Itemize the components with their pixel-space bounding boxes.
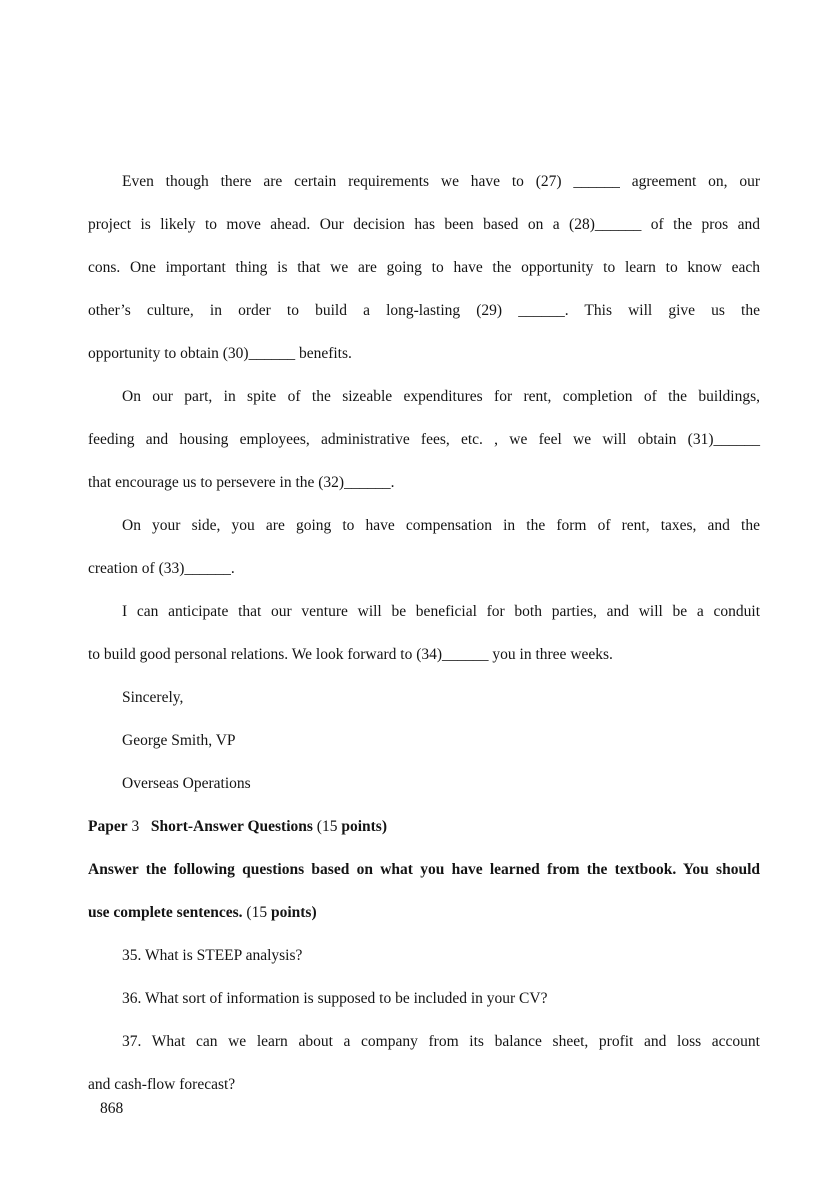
instructions-points-word: points) xyxy=(270,904,317,921)
paper3-instructions-line-2 xyxy=(88,902,317,924)
paper3-label: Paper xyxy=(88,818,128,835)
signature-name: George Smith, VP xyxy=(122,732,236,749)
letter-paragraph-1-line-3: cons. One important thing is that we are going to have the opportunity to learn to know each xyxy=(88,259,760,276)
letter-closing: Sincerely, xyxy=(122,689,184,706)
letter-paragraph-2-line-3: that encourage us to persevere in the (32)______. xyxy=(88,474,395,491)
paper3-points-word: points) xyxy=(341,818,387,835)
question-36: 36. What sort of information is supposed to be included in your CV? xyxy=(122,990,548,1007)
instructions-points-open: (15 xyxy=(246,904,268,921)
page-number: 868 xyxy=(100,1100,124,1117)
paper3-heading xyxy=(88,816,387,838)
paper3-points-open: (15 xyxy=(316,818,338,835)
letter-paragraph-2-line-2: feeding and housing employees, administrative fees, etc. , we feel we will obtain (31)______ xyxy=(88,431,760,448)
letter-paragraph-2-line-1: On our part, in spite of the sizeable expenditures for rent, completion of the buildings, xyxy=(122,388,760,405)
question-35: 35. What is STEEP analysis? xyxy=(122,947,303,964)
letter-paragraph-1-line-2: project is likely to move ahead. Our decision has been based on a (28)______ of the pros and xyxy=(88,216,760,233)
question-37-line-1: 37. What can we learn about a company from its balance sheet, profit and loss account xyxy=(122,1033,760,1050)
paper3-instructions-line-1: Answer the following questions based on what you have learned from the textbook. You should xyxy=(88,861,760,878)
paper3-number: 3 xyxy=(131,818,140,835)
letter-paragraph-1-line-5: opportunity to obtain (30)______ benefits. xyxy=(88,345,352,362)
instructions-text: use complete sentences. xyxy=(88,904,243,921)
letter-paragraph-3-line-2: creation of (33)______. xyxy=(88,560,235,577)
signature-department: Overseas Operations xyxy=(122,775,251,792)
letter-paragraph-1-line-1: Even though there are certain requirements we have to (27) ______ agreement on, our xyxy=(122,173,760,190)
letter-paragraph-4-line-1: I can anticipate that our venture will be beneficial for both parties, and will be a conduit xyxy=(122,603,760,620)
letter-paragraph-1-line-4: other’s culture, in order to build a long-lasting (29) ______. This will give us the xyxy=(88,302,760,319)
paper3-title: Short-Answer Questions xyxy=(150,818,313,835)
letter-paragraph-4-line-2: to build good personal relations. We look forward to (34)______ you in three weeks. xyxy=(88,646,613,663)
letter-paragraph-3-line-1: On your side, you are going to have compensation in the form of rent, taxes, and the xyxy=(122,517,760,534)
question-37-line-2: and cash-flow forecast? xyxy=(88,1076,236,1093)
